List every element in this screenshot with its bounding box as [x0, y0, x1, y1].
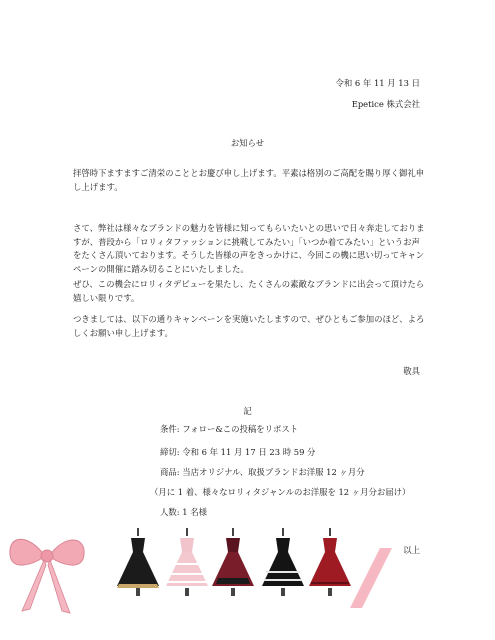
ribbon-bow-icon — [0, 525, 95, 615]
notes-item-condition: 条件: フォロー&この投稿をリポスト — [160, 424, 299, 434]
body-paragraph-1: さて、弊社は様々なブランドの魅力を皆様に知ってもらいたいとの思いで日々奔走しておりますが、普段から「ロリィタファッションに挑戦してみたい」「いつか着てみたい」というお声をたくさん頂いております。そうした皆様の声をきっかけに、今回この機に思い切ってキャンペーンの開催に踏み切ることにいたしました。 — [73, 223, 425, 274]
notes-item-product-detail: （月に 1 着、様々なロリィタジャンルのお洋服を 12 ヶ月分お届け） — [150, 487, 411, 497]
greeting-paragraph: 拝啓時下ますますご清栄のこととお慶び申し上げます。平素は格別のご高配を賜り厚く御礼申し上げます。 — [73, 168, 425, 192]
document-date: 令和 6 年 11 月 13 日 — [335, 78, 420, 88]
notes-end: 以上 — [403, 545, 420, 555]
ribbon-stripe-icon — [350, 548, 395, 608]
notes-item-deadline: 締切: 令和 6 年 11 月 17 日 23 時 59 分 — [160, 447, 316, 457]
company-name: Epetice 株式会社 — [351, 99, 420, 109]
notes-item-count: 人数: 1 名様 — [160, 507, 207, 517]
dress-icon — [162, 528, 212, 598]
document-title: お知らせ — [230, 138, 265, 148]
dress-icon — [208, 528, 258, 598]
dress-icon — [113, 528, 163, 598]
dress-icon — [258, 528, 308, 598]
notes-item-product: 商品: 当店オリジナル、取扱ブランドお洋服 12 ヶ月分 — [160, 467, 365, 477]
closing-keigu: 敬具 — [403, 366, 420, 376]
body-paragraph-3: つきましては、以下の通りキャンペーンを実施いたしますので、ぜひともご参加のほど、よろしくお願い申し上げます。 — [73, 314, 425, 338]
body-paragraph-2: ぜひ、この機会にロリィタデビューを果たし、たくさんの素敵なブランドに出会って頂けたら嬉しい限りです。 — [73, 279, 425, 303]
notes-heading: 記 — [243, 406, 252, 416]
dress-icon — [305, 528, 355, 598]
